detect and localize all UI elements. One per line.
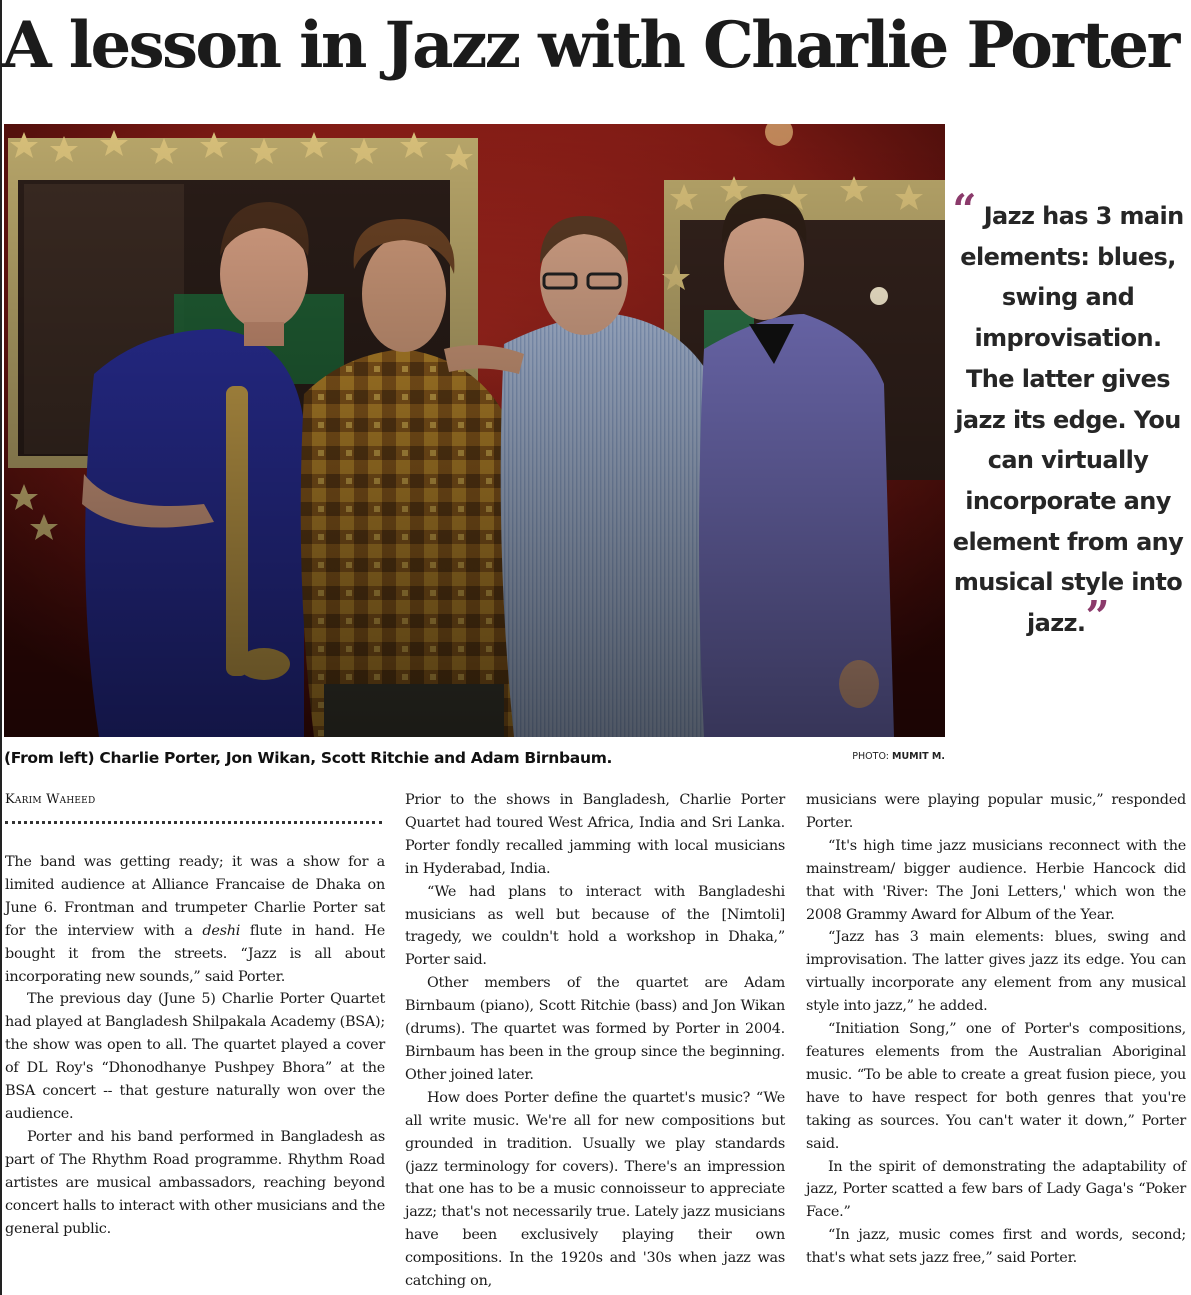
photo-credit-prefix: PHOTO: <box>852 751 892 762</box>
paragraph: Prior to the shows in Bangladesh, Charlie Porter Quartet had toured West Africa, India and Sri Lanka. Porter fondly recalled jamming with local musicians in Hyderabad, India. <box>405 792 785 877</box>
headline: A lesson in Jazz with Charlie Porter <box>2 8 1178 83</box>
pull-quote <box>950 185 1186 644</box>
byline-divider <box>5 821 382 824</box>
article-column-2 <box>405 789 785 1293</box>
paragraph: Other members of the quartet are Adam Birnbaum (piano), Scott Ritchie (bass) and Jon Wikan (drums). The quartet was formed by Porter in 2004. Birnbaum has been in the group since the beginning. Other joined later. <box>405 975 785 1083</box>
paragraph: In the spirit of demonstrating the adaptability of jazz, Porter scatted a few bars of Lady Gaga's “Poker Face.” <box>806 1158 1186 1221</box>
pull-quote-text: Jazz has 3 main elements: blues, swing and improvisation. The latter gives jazz its edge. You can virtually incorporate any element from any musical style into jazz. <box>952 202 1184 638</box>
paragraph: “Jazz has 3 main elements: blues, swing and improvisation. The latter gives jazz its edge. You can virtually incorporate any element from any musical style into jazz,” he added. <box>806 929 1186 1015</box>
close-quote-mark: ” <box>1085 592 1110 642</box>
paragraph: “We had plans to interact with Bangladeshi musicians as well but because of the [Nimtoli] tragedy, we couldn't hold a workshop in Dhaka,” Porter said. <box>405 883 785 969</box>
photo-caption: (From left) Charlie Porter, Jon Wikan, Scott Ritchie and Adam Birnbaum. <box>4 749 613 767</box>
article-column-3 <box>806 789 1186 1270</box>
paragraph <box>5 851 385 988</box>
paragraph: Porter and his band performed in Bangladesh as part of The Rhythm Road programme. Rhythm Road artistes are musical ambassadors, reaching beyond concert halls to interact with other musicians and the general public. <box>5 1128 385 1237</box>
paragraph-italic: deshi <box>202 922 241 939</box>
photo-credit-name: MUMIT M. <box>891 751 945 762</box>
article-column-1 <box>5 851 385 1240</box>
paragraph-text: The band was getting ready; it was a show for a limited audience at Alliance Francaise de Dhaka on June 6. Frontman and trumpeter Charlie Porter sat for the interview with a <box>5 854 385 939</box>
paragraph-text: flute in hand. He bought it from the streets. “Jazz is all about incorporating new sounds,” said Porter. <box>5 922 385 985</box>
paragraph: “In jazz, music comes first and words, second; that's what sets jazz free,” said Porter. <box>806 1227 1186 1267</box>
paragraph: The previous day (June 5) Charlie Porter Quartet had played at Bangladesh Shilpakala Academy (BSA); the show was open to all. The quartet played a cover of DL Roy's “Dhonodhanye Pushpey Bhora” at the BSA concert -- that gesture naturally won over the audience. <box>5 991 385 1122</box>
open-quote-mark: “ <box>952 185 976 234</box>
page-left-rule <box>0 0 2 1295</box>
band-photo <box>4 124 945 737</box>
photo-credit <box>852 751 945 762</box>
paragraph: How does Porter define the quartet's music? “We all write music. We're all for new compositions but grounded in tradition. Usually we play standards (jazz terminology for covers). There's an impression that one has to be a music connoisseur to appreciate jazz; that's not necessarily true. Lately jazz musicians have been exclusively playing their own compositions. In the 1920s and '30s when jazz was catching on, <box>405 1089 785 1290</box>
paragraph: musicians were playing popular music,” responded Porter. <box>806 792 1186 831</box>
paragraph: “It's high time jazz musicians reconnect with the mainstream/ bigger audience. Herbie Hancock did that with 'River: The Joni Letters,' which won the 2008 Grammy Award for Album of the Year. <box>806 837 1186 923</box>
paragraph: “Initiation Song,” one of Porter's compositions, features elements from the Australian Aboriginal music. “To be able to create a great fusion piece, you have to have respect for both genres that you're taking as sources. You can't water it down,” Porter said. <box>806 1021 1186 1152</box>
byline: Karim Waheed <box>5 792 96 807</box>
